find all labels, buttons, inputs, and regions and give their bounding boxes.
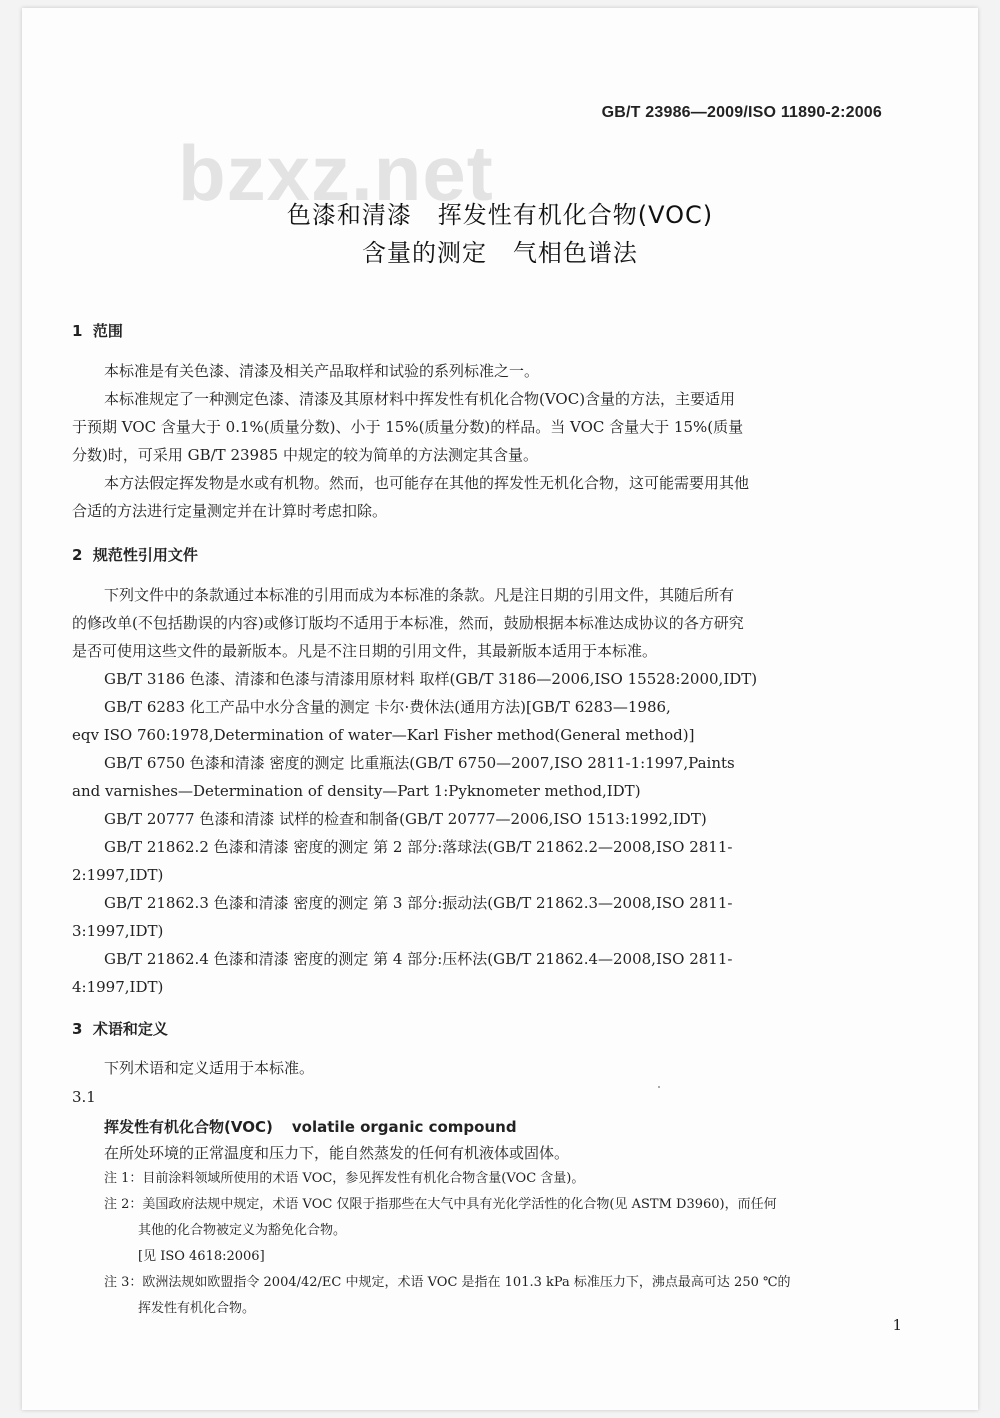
term-definition: 在所处环境的正常温度和压力下，能自然蒸发的任何有机液体或固体。: [104, 1144, 570, 1162]
section-heading-terms: 3 术语和定义: [72, 1020, 168, 1038]
page-number: 1: [892, 1316, 902, 1334]
note-line: 注 2：美国政府法规中规定，术语 VOC 仅限于指那些在大气中具有光化学活性的化合物(见 ASTM D3960)，而任何: [104, 1197, 777, 1212]
reference-line: 4:1997,IDT): [72, 978, 164, 996]
speck: [658, 1086, 660, 1088]
paragraph-line: 合适的方法进行定量测定并在计算时考虑扣除。: [72, 502, 388, 520]
paragraph-line: 的修改单(不包括勘误的内容)或修订版均不适用于本标准，然而，鼓励根据本标准达成协议的各方研究: [72, 614, 744, 632]
title-line-1: 色漆和清漆 挥发性有机化合物(VOC): [286, 201, 714, 229]
reference-line: and varnishes—Determination of density—Part 1:Pyknometer method,IDT): [72, 782, 641, 800]
term-name-en: volatile organic compound: [291, 1118, 517, 1136]
reference-line: eqv ISO 760:1978,Determination of water—Karl Fisher method(General method)]: [72, 726, 695, 744]
section-2-body: [72, 581, 894, 1001]
paragraph-line: 本标准规定了一种测定色漆、清漆及其原材料中挥发性有机化合物(VOC)含量的方法，主要适用: [104, 390, 736, 408]
reference-line: GB/T 20777 色漆和清漆 试样的检查和制备(GB/T 20777—2006,ISO 1513:1992,IDT): [104, 810, 707, 828]
note-line: [见 ISO 4618:2006]: [138, 1249, 265, 1264]
title-line-2: 含量的测定 气相色谱法: [362, 239, 638, 267]
reference-line: GB/T 21862.2 色漆和清漆 密度的测定 第 2 部分:落球法(GB/T 21862.2—2008,ISO 2811-: [104, 838, 733, 856]
paragraph-line: 下列术语和定义适用于本标准。: [104, 1059, 315, 1077]
document-title: [0, 196, 1000, 272]
note-line: 其他的化合物被定义为豁免化合物。: [138, 1223, 347, 1238]
term-number: 3.1: [72, 1088, 96, 1106]
paragraph-line: 于预期 VOC 含量大于 0.1%(质量分数)、小于 15%(质量分数)的样品。当 VOC 含量大于 15%(质量: [72, 418, 744, 436]
note-line: 挥发性有机化合物。: [138, 1301, 256, 1316]
reference-line: GB/T 21862.3 色漆和清漆 密度的测定 第 3 部分:振动法(GB/T 21862.3—2008,ISO 2811-: [104, 894, 733, 912]
note-line: 注 1：目前涂料领域所使用的术语 VOC，参见挥发性有机化合物含量(VOC 含量)。: [104, 1171, 585, 1186]
term-name-line: [104, 1116, 517, 1137]
reference-line: 3:1997,IDT): [72, 922, 164, 940]
paragraph-line: 是否可使用这些文件的最新版本。凡是不注日期的引用文件，其最新版本适用于本标准。: [72, 642, 658, 660]
section-heading-scope: 1 范围: [72, 322, 123, 340]
paragraph-line: 分数)时，可采用 GB/T 23985 中规定的较为简单的方法测定其含量。: [72, 446, 538, 464]
term-notes: [104, 1166, 894, 1322]
paragraph-line: 下列文件中的条款通过本标准的引用而成为本标准的条款。凡是注日期的引用文件，其随后所有: [104, 586, 735, 604]
reference-line: GB/T 6283 化工产品中水分含量的测定 卡尔·费休法(通用方法)[GB/T 6283—1986,: [104, 698, 671, 716]
reference-line: GB/T 3186 色漆、清漆和色漆与清漆用原材料 取样(GB/T 3186—2006,ISO 15528:2000,IDT): [104, 670, 758, 688]
paragraph-line: 本标准是有关色漆、清漆及相关产品取样和试验的系列标准之一。: [104, 362, 540, 380]
term-name-cn: 挥发性有机化合物(VOC): [104, 1118, 273, 1136]
section-heading-normative-references: 2 规范性引用文件: [72, 546, 198, 564]
paragraph-line: 本方法假定挥发物是水或有机物。然而，也可能存在其他的挥发性无机化合物，这可能需要用其他: [104, 474, 750, 492]
reference-line: 2:1997,IDT): [72, 866, 164, 884]
section-1-body: [72, 357, 894, 525]
section-3-body: [72, 1054, 894, 1082]
reference-line: GB/T 21862.4 色漆和清漆 密度的测定 第 4 部分:压杯法(GB/T 21862.4—2008,ISO 2811-: [104, 950, 733, 968]
watermark: bzxz.net: [178, 129, 494, 217]
standard-code: GB/T 23986—2009/ISO 11890-2:2006: [601, 104, 882, 121]
note-line: 注 3：欧洲法规如欧盟指令 2004/42/EC 中规定，术语 VOC 是指在 101.3 kPa 标准压力下，沸点最高可达 250 ℃的: [104, 1275, 791, 1290]
reference-line: GB/T 6750 色漆和清漆 密度的测定 比重瓶法(GB/T 6750—2007,ISO 2811-1:1997,Paints: [104, 754, 735, 772]
